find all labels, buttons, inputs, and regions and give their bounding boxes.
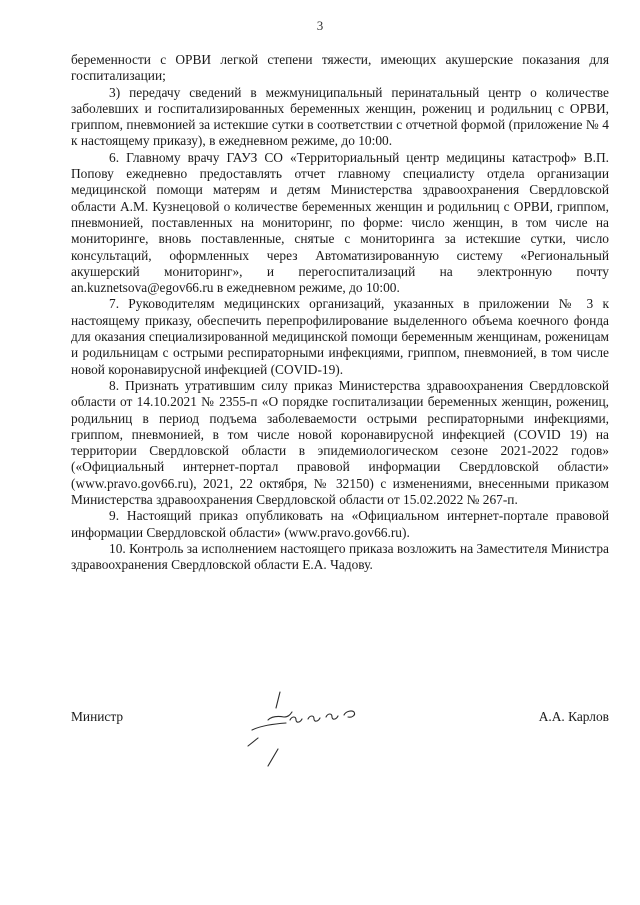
paragraph-item-3: 3) передачу сведений в межмуниципальный перинатальный центр о количестве заболевших и госпитализированных беременных женщин, рожениц и родильниц с ОРВИ, гриппом, пневмонией за истекшие сутки в соответствии с отчетной формой (приложение № 4 к настоящему приказу), в ежедневном режиме, до 10:00. (71, 84, 609, 149)
signer-title: Министр (71, 709, 124, 724)
paragraph-8: 8. Признать утратившим силу приказ Министерства здравоохранения Свердловской области от 14.10.2021 № 2355-п «О порядке госпитализации беременных женщин, рожениц, родильниц в период подъема заболеваемости острыми респираторными инфекциями, гриппом, пневмонией, в том числе новой коронавирусной инфекцией (COVID 19) на территории Свердловской области в эпидемиологическом сезоне 2021-2022 годов» («Официальный интернет-портал правовой информации Свердловской области» (www.pravo.gov66.ru), 2021, 22 октября, № 32150) с изменениями, внесенными приказом Министерства здравоохранения Свердловской области от 15.02.2022 № 267-п. (71, 377, 609, 508)
paragraph-7: 7. Руководителям медицинских организаций, указанных в приложении № 3 к настоящему приказу, обеспечить перепрофилирование выделенного объема коечного фонда для оказания специализированной медицинской помощи беременным женщинам, роженицам и родильницам с острыми респираторными инфекциями, гриппом, пневмонией, в том числе новой коронавирусной инфекцией (COVID-19). (71, 296, 609, 377)
paragraph-9: 9. Настоящий приказ опубликовать на «Официальном интернет-портале правовой информации Свердловской области» (www.pravo.gov66.ru). (71, 508, 609, 540)
paragraph-continuation: беременности с ОРВИ легкой степени тяжести, имеющих акушерские показания для госпитализации; (71, 52, 609, 84)
page-number: 3 (316, 18, 324, 33)
paragraph-6: 6. Главному врачу ГАУЗ СО «Территориальный центр медицины катастроф» В.П. Попову ежедневно предоставлять отчет главному специалисту отдела организации медицинской помощи матерям и детям Министерства здравоохранения Свердловской области А.М. Кузнецовой о количестве беременных женщин и родильниц с ОРВИ, гриппом, пневмонией, поставленных на мониторинг, по форме: число женщин, в том числе на мониторинге, вновь поставленные, снятые с мониторинга за истекшие сутки, число консультаций, оформленных через Автоматизированную систему «Региональный акушерский мониторинг», и перегоспитализаций на электронную почту an.kuznetsova@egov66.ru в ежедневном режиме, до 10:00. (71, 149, 609, 296)
handwritten-signature (228, 686, 378, 776)
document-body (71, 52, 609, 574)
signer-name: А.А. Карлов (538, 709, 609, 724)
paragraph-10: 10. Контроль за исполнением настоящего приказа возложить на Заместителя Министра здравоохранения Свердловской области Е.А. Чадову. (71, 540, 609, 573)
